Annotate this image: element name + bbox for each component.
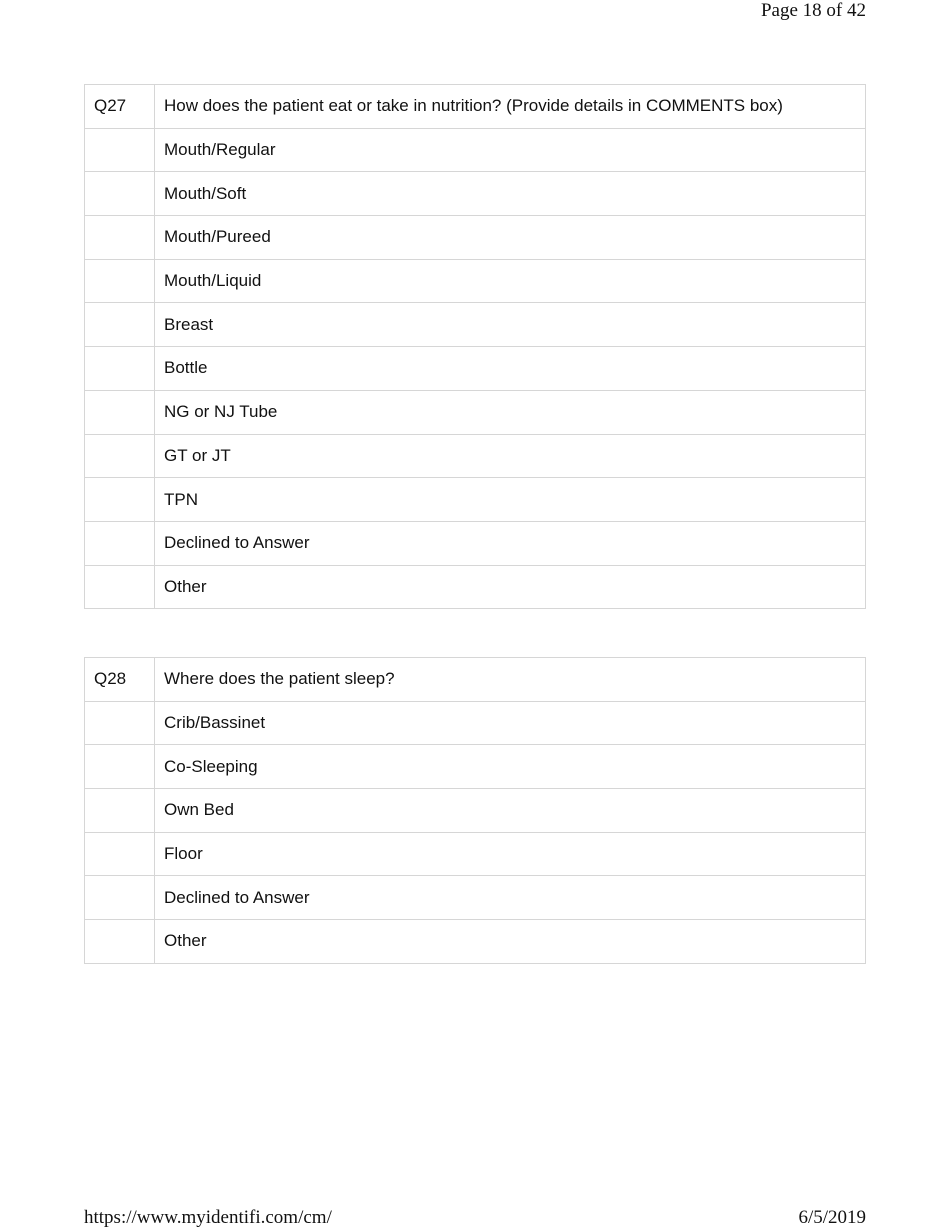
option-cell-empty[interactable] <box>85 876 155 920</box>
option-cell-empty[interactable] <box>85 390 155 434</box>
option-label: Crib/Bassinet <box>155 701 866 745</box>
option-label: Bottle <box>155 347 866 391</box>
question-row <box>85 658 866 702</box>
option-row[interactable] <box>85 521 866 565</box>
option-label: Mouth/Liquid <box>155 259 866 303</box>
option-row[interactable] <box>85 832 866 876</box>
option-label: Breast <box>155 303 866 347</box>
option-label: Mouth/Pureed <box>155 216 866 260</box>
option-label: NG or NJ Tube <box>155 390 866 434</box>
option-label: TPN <box>155 478 866 522</box>
option-row[interactable] <box>85 216 866 260</box>
option-cell-empty[interactable] <box>85 789 155 833</box>
option-cell-empty[interactable] <box>85 216 155 260</box>
question-text: How does the patient eat or take in nutrition? (Provide details in COMMENTS box) <box>155 85 866 129</box>
footer-date: 6/5/2019 <box>798 1207 866 1228</box>
option-row[interactable] <box>85 789 866 833</box>
question-row <box>85 85 866 129</box>
option-cell-empty[interactable] <box>85 920 155 964</box>
question-number: Q27 <box>85 85 155 129</box>
option-cell-empty[interactable] <box>85 832 155 876</box>
option-label: Floor <box>155 832 866 876</box>
option-cell-empty[interactable] <box>85 434 155 478</box>
option-cell-empty[interactable] <box>85 701 155 745</box>
question-text: Where does the patient sleep? <box>155 658 866 702</box>
option-row[interactable] <box>85 347 866 391</box>
page-number: Page 18 of 42 <box>760 0 866 21</box>
option-label: Declined to Answer <box>155 521 866 565</box>
question-number: Q28 <box>85 658 155 702</box>
option-label: Own Bed <box>155 789 866 833</box>
option-cell-empty[interactable] <box>85 565 155 609</box>
option-cell-empty[interactable] <box>85 347 155 391</box>
option-cell-empty[interactable] <box>85 521 155 565</box>
option-label: Other <box>155 565 866 609</box>
option-row[interactable] <box>85 259 866 303</box>
option-row[interactable] <box>85 701 866 745</box>
option-label: Other <box>155 920 866 964</box>
question-table-q27 <box>84 84 866 609</box>
option-label: GT or JT <box>155 434 866 478</box>
option-row[interactable] <box>85 128 866 172</box>
option-row[interactable] <box>85 920 866 964</box>
option-row[interactable] <box>85 390 866 434</box>
option-cell-empty[interactable] <box>85 172 155 216</box>
option-label: Co-Sleeping <box>155 745 866 789</box>
option-row[interactable] <box>85 303 866 347</box>
question-table-q28 <box>84 657 866 964</box>
footer-url[interactable]: https://www.myidentifi.com/cm/ <box>84 1207 332 1228</box>
option-label: Declined to Answer <box>155 876 866 920</box>
option-label: Mouth/Regular <box>155 128 866 172</box>
option-cell-empty[interactable] <box>85 303 155 347</box>
option-row[interactable] <box>85 565 866 609</box>
option-cell-empty[interactable] <box>85 259 155 303</box>
option-cell-empty[interactable] <box>85 478 155 522</box>
option-row[interactable] <box>85 745 866 789</box>
option-cell-empty[interactable] <box>85 745 155 789</box>
option-row[interactable] <box>85 876 866 920</box>
option-row[interactable] <box>85 478 866 522</box>
option-cell-empty[interactable] <box>85 128 155 172</box>
option-row[interactable] <box>85 434 866 478</box>
option-label: Mouth/Soft <box>155 172 866 216</box>
option-row[interactable] <box>85 172 866 216</box>
